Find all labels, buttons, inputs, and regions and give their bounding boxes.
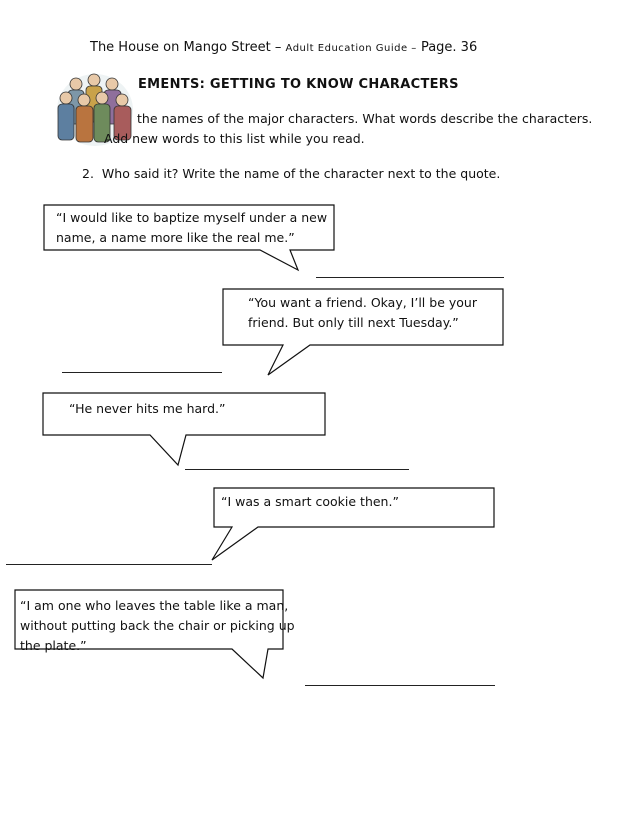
item-1-line-2: Add new words to this list while you read. [104, 131, 365, 146]
answer-line-1[interactable] [316, 277, 504, 278]
guide-label: Adult Education Guide – [285, 43, 417, 54]
quote-2-line-2: friend. But only till next Tuesday.” [248, 315, 459, 330]
book-title: The House on Mango Street – [90, 40, 282, 55]
quote-1-line-1: “I would like to baptize myself under a new [56, 210, 328, 225]
quote-2 [248, 293, 477, 333]
answer-line-3[interactable] [185, 469, 409, 470]
quote-5-line-1: “I am one who leaves the table like a man, [20, 598, 289, 613]
quote-3-line-1: “He never hits me hard.” [69, 401, 226, 416]
section-title: EMENTS: GETTING TO KNOW CHARACTERS [138, 77, 459, 92]
item-1-line-1: the names of the major characters. What words describe the characters. [137, 111, 593, 126]
answer-line-4[interactable] [6, 564, 212, 565]
quote-5-line-2: without putting back the chair or picking up [20, 618, 295, 633]
quote-2-line-1: “You want a friend. Okay, I’ll be your [248, 295, 477, 310]
answer-line-5[interactable] [305, 685, 495, 686]
quote-1-line-2: name, a name more like the real me.” [56, 230, 295, 245]
quote-3 [69, 399, 225, 419]
quote-5 [20, 596, 295, 656]
page-number: Page. 36 [420, 40, 478, 55]
quote-4 [221, 492, 399, 512]
item-2-number: 2. [82, 166, 94, 181]
answer-line-2[interactable] [62, 372, 222, 373]
item-2-text: Who said it? Write the name of the character next to the quote. [101, 166, 501, 181]
quote-1 [56, 208, 327, 248]
quote-5-line-3: the plate.” [20, 638, 87, 653]
quote-4-line-1: “I was a smart cookie then.” [221, 494, 399, 509]
